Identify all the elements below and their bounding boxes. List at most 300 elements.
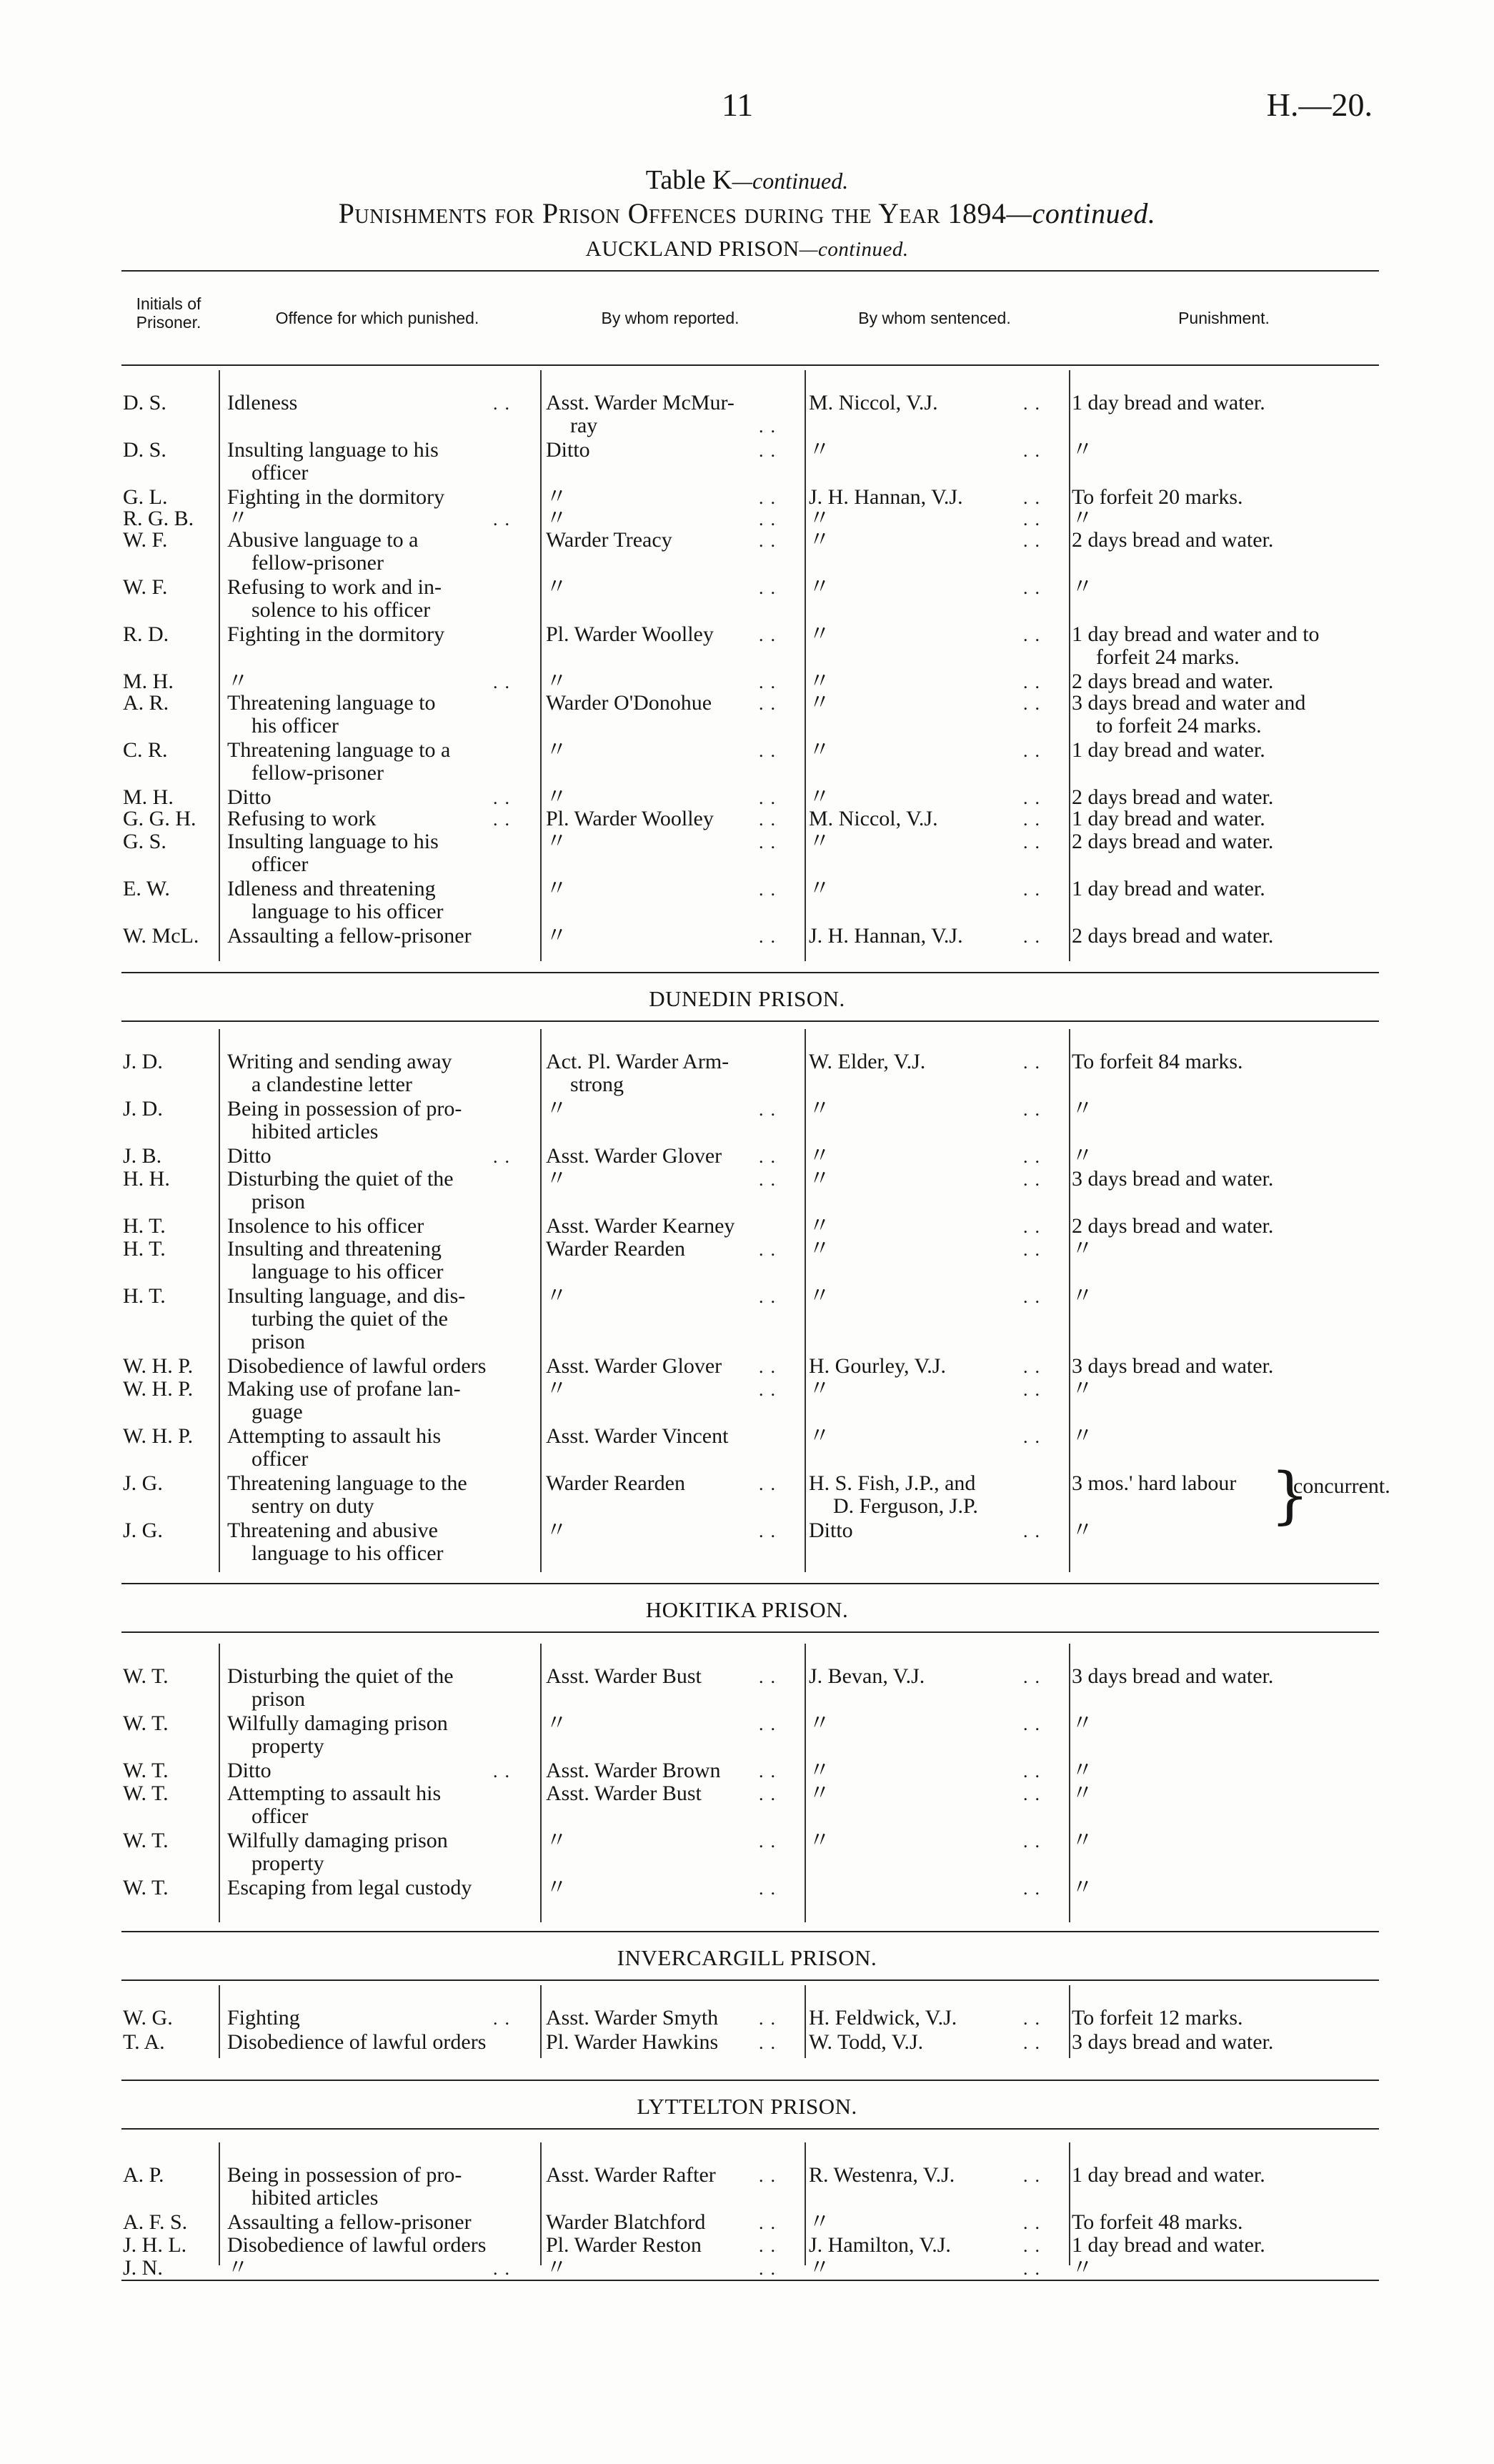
sentenced-by-line: 〃 [809, 1214, 830, 1238]
offence-line: his officer [252, 714, 339, 737]
punishment-line: 2 days bread and water. [1072, 670, 1274, 693]
section-heading-rule-lyttelton [121, 2128, 1379, 2130]
punishment-line: 〃 [1072, 575, 1093, 599]
reported-by [546, 878, 567, 900]
reported-by [546, 486, 567, 509]
prisoner-initials: M. H. [123, 785, 174, 809]
offence [227, 1782, 441, 1828]
punishment [1072, 576, 1093, 599]
reported-by [546, 692, 712, 715]
offence-line: Wilfully damaging prison [227, 1829, 448, 1852]
prisoner-initials: D. S. [123, 438, 166, 462]
offence-line: Attempting to assault his [227, 1424, 442, 1448]
punishment-line: 2 days bread and water. [1072, 924, 1274, 948]
reported-by-line: 〃 [546, 738, 567, 762]
lyttelton-divider-3 [1069, 2142, 1070, 2265]
punishment: To forfeit 48 marks. [1072, 2210, 1243, 2234]
leader-dots: .. [1023, 1216, 1047, 1237]
reported-by [546, 808, 714, 830]
leader-dots: .. [1023, 2165, 1047, 2186]
leader-dots: .. [1023, 1169, 1047, 1190]
leader-dots: .. [759, 577, 782, 598]
punishment [1072, 439, 1093, 462]
sentenced-by: J. Hamilton, V.J. [809, 2233, 951, 2257]
prisoner-initials: H. T. [123, 1214, 166, 1238]
punishment-line: 1 day bread and water and to [1072, 622, 1320, 646]
offence [227, 1712, 448, 1758]
sentenced-by [809, 1285, 830, 1308]
leader-dots: .. [759, 809, 782, 830]
leader-dots: .. [759, 1761, 782, 1782]
punishment-line: 〃 [1072, 438, 1093, 462]
offence [227, 1050, 452, 1096]
leader-dots: .. [1023, 1052, 1047, 1073]
leader-dots: .. [759, 693, 782, 714]
sentenced-by: 〃 [809, 1829, 830, 1852]
prisoner-initials: A. R. [123, 691, 169, 715]
leader-dots: .. [1023, 809, 1047, 830]
leader-dots: .. [493, 1146, 517, 1167]
reported-by [546, 1215, 734, 1238]
reported-by: Asst. Warder Rafter [546, 2163, 716, 2187]
auckland-divider-3 [1069, 370, 1070, 961]
prisoner-initials: W. F. [123, 575, 168, 599]
reported-by-line: Warder Rearden [546, 1237, 685, 1261]
offence-line: Disturbing the quiet of the [227, 1664, 454, 1688]
offence [227, 808, 376, 830]
reported-by [546, 1378, 567, 1401]
punishment: 3 days bread and water. [1072, 1664, 1274, 1688]
offence-line: Being in possession of pro- [227, 1097, 462, 1121]
reported-by: Asst. Warder Brown [546, 1759, 721, 1782]
reported-by-line: 〃 [546, 830, 567, 853]
prisoner-initials: W. G. [123, 2006, 173, 2030]
offence [227, 576, 442, 622]
lyttelton-divider-2 [805, 2142, 806, 2265]
sentenced-by: M. Niccol, V.J. [809, 391, 938, 414]
offence-line: prison [252, 1330, 305, 1353]
invercargill-divider-3 [1069, 1985, 1070, 2058]
punishment [1072, 925, 1273, 948]
prisoner-initials: M. H. [123, 670, 174, 693]
sentenced-by-line: D. Ferguson, J.P. [833, 1494, 978, 1518]
table-bottom-rule [121, 2280, 1379, 2281]
offence [227, 1145, 272, 1168]
punishment [1072, 392, 1265, 414]
reported-by-line: Ditto [546, 438, 590, 462]
reported-by: 〃 [546, 2256, 567, 2280]
leader-dots: .. [759, 2165, 782, 2186]
offence [227, 529, 418, 575]
punishment-line: To forfeit 20 marks. [1072, 485, 1243, 509]
offence-line: Refusing to work and in- [227, 575, 442, 599]
offence [227, 1238, 444, 1283]
prisoner-initials: W. T. [123, 1664, 169, 1688]
leader-dots: .. [759, 788, 782, 808]
offence-line: 〃 [227, 507, 249, 530]
offence [227, 1215, 424, 1238]
sentenced-by [809, 1215, 830, 1238]
prisoner-initials: R. G. B. [123, 507, 194, 530]
sentenced-by [809, 1378, 830, 1401]
reported-by-line: Act. Pl. Warder Arm- [546, 1050, 729, 1073]
leader-dots: .. [759, 2212, 782, 2233]
leader-dots: .. [493, 509, 517, 530]
reported-by [546, 1098, 567, 1121]
offence-line: Writing and sending away [227, 1050, 452, 1073]
sentenced-by: 〃 [809, 575, 830, 599]
offence: Disobedience of lawful orders [227, 2030, 487, 2054]
sentenced-by-line: 〃 [809, 1284, 830, 1308]
punishment: 3 days bread and water. [1072, 1167, 1274, 1191]
reported-by-line: 〃 [546, 1519, 567, 1542]
offence-line: prison [252, 1687, 305, 1711]
reported-by: Warder Blatchford [546, 2210, 706, 2234]
reported-by: 〃 [546, 1712, 567, 1735]
punishment [1072, 529, 1273, 552]
lyttelton-divider-0 [219, 2142, 220, 2265]
sentenced-by-line: W. Elder, V.J. [809, 1050, 926, 1073]
sentenced-by: 〃 [809, 2210, 830, 2234]
offence-line: language to his officer [252, 1260, 444, 1283]
hokitika-divider-3 [1069, 1644, 1070, 1922]
prisoner-initials: T. A. [123, 2030, 165, 2054]
section-heading-auckland-suffix: —continued. [799, 238, 909, 261]
prisoner-initials: W. T. [123, 1759, 169, 1782]
offence [227, 1098, 462, 1143]
offence-line: hibited articles [252, 1120, 379, 1143]
sentenced-by: M. Niccol, V.J. [809, 807, 938, 830]
sentenced-by: 〃 [809, 2256, 830, 2280]
offence-line: Threatening language to the [227, 1471, 467, 1495]
sentenced-by [809, 1425, 830, 1448]
sentenced-by [809, 1168, 830, 1191]
leader-dots: .. [759, 832, 782, 853]
punishment: 〃 [1072, 1424, 1093, 1448]
offence [227, 623, 444, 646]
sentenced-by-line: 〃 [809, 1377, 830, 1401]
punishment-line: 3 days bread and water and [1072, 691, 1306, 715]
leader-dots: .. [759, 2258, 782, 2279]
auckland-divider-2 [805, 370, 806, 961]
prisoner-initials: H. T. [123, 1284, 166, 1308]
leader-dots: .. [1023, 2258, 1047, 2279]
table-top-rule [121, 270, 1379, 272]
sentenced-by: R. Westenra, V.J. [809, 2163, 955, 2187]
punishment-line: 2 days bread and water. [1072, 830, 1274, 853]
section-heading-auckland [0, 236, 1494, 262]
offence-line: Assaulting a fellow-prisoner [227, 2210, 472, 2234]
prisoner-initials: E. W. [123, 877, 170, 900]
prisoner-initials: G. S. [123, 830, 166, 853]
leader-dots: .. [1023, 2032, 1047, 2053]
column-header-offence: Offence for which punished. [275, 309, 479, 327]
leader-dots: .. [759, 440, 782, 461]
sentenced-by-line: Ditto [809, 1519, 853, 1542]
punishment-line: 1 day bread and water. [1072, 807, 1265, 830]
reported-by-line: 〃 [546, 924, 567, 948]
prisoner-initials: J. N. [123, 2256, 163, 2280]
reported-by: 〃 [546, 1876, 567, 1899]
sentenced-by: 〃 [809, 528, 830, 552]
reported-by: Pl. Warder Reston [546, 2233, 702, 2257]
reported-by [546, 1238, 685, 1261]
section-heading-lyttelton: LYTTELTON PRISON. [637, 2094, 857, 2119]
leader-dots: .. [759, 625, 782, 645]
sentenced-by-line: 〃 [809, 1097, 830, 1121]
offence [227, 830, 439, 876]
reported-by [546, 1050, 729, 1096]
sentenced-by [809, 1145, 830, 1168]
offence-line: Refusing to work [227, 807, 377, 830]
offence-line: language to his officer [252, 1541, 444, 1565]
punishment: 〃 [1072, 1144, 1093, 1168]
reported-by-line: ray [570, 414, 598, 437]
leader-dots: .. [1023, 2235, 1047, 2256]
table-subtitle-suffix: —continued. [1006, 197, 1156, 229]
offence [227, 1425, 441, 1471]
leader-dots: .. [1023, 1239, 1047, 1260]
leader-dots: .. [759, 1784, 782, 1804]
offence-line: Insulting and threatening [227, 1237, 442, 1261]
hokitika-divider-1 [540, 1644, 542, 1922]
leader-dots: .. [759, 926, 782, 947]
leader-dots: .. [759, 1356, 782, 1377]
section-top-rule-hokitika [121, 1583, 1379, 1584]
leader-dots: .. [759, 672, 782, 692]
leader-dots: .. [759, 487, 782, 508]
reported-by [546, 507, 567, 530]
sentenced-by: 〃 [809, 1712, 830, 1735]
leader-dots: .. [493, 2008, 517, 2029]
prisoner-initials: H. H. [123, 1167, 170, 1191]
leader-dots: .. [1023, 832, 1047, 853]
column-header-initials: Initials of Prisoner. [136, 294, 201, 332]
punishment-line: 2 days bread and water. [1072, 528, 1274, 552]
reported-by-line: 〃 [546, 1167, 567, 1191]
sentenced-by [809, 1355, 946, 1378]
concurrent-brace: } [1270, 1460, 1310, 1531]
table-subtitle-text: Punishments for Prison Offences during the Year 1894 [338, 197, 1007, 229]
leader-dots: .. [759, 740, 782, 761]
sentenced-by: 〃 [809, 738, 830, 762]
table-title-text: Table K [645, 165, 732, 195]
leader-dots: .. [1023, 693, 1047, 714]
reported-by-line: Asst. Warder McMur- [546, 391, 734, 414]
reported-by [546, 392, 734, 437]
prisoner-initials: W. McL. [123, 924, 199, 948]
section-heading-hokitika: HOKITIKA PRISON. [645, 1597, 849, 1622]
punishment [1072, 507, 1093, 530]
leader-dots: .. [1023, 1521, 1047, 1541]
sentenced-by-line: H. S. Fish, J.P., and [809, 1471, 976, 1495]
lyttelton-divider-1 [540, 2142, 542, 2265]
prisoner-initials: G. L. [123, 485, 168, 509]
sentenced-by: 〃 [809, 670, 830, 693]
leader-dots: .. [1023, 625, 1047, 645]
reported-by [546, 1519, 567, 1542]
section-top-rule-invercargill [121, 1931, 1379, 1932]
leader-dots: .. [1023, 2212, 1047, 2233]
offence-line: Ditto [227, 1759, 272, 1782]
offence [227, 670, 249, 693]
reported-by: 〃 [546, 1829, 567, 1852]
leader-dots: .. [759, 1878, 782, 1899]
offence-line: Fighting in the dormitory [227, 485, 445, 509]
offence-line: Assaulting a fellow-prisoner [227, 924, 472, 948]
reported-by-line: 〃 [546, 575, 567, 599]
reported-by-line: Warder O'Donohue [546, 691, 712, 715]
offence [227, 1168, 454, 1213]
leader-dots: .. [1023, 1878, 1047, 1899]
reported-by-line: Asst. Warder Kearney [546, 1214, 735, 1238]
column-header-sentenced: By whom sentenced. [858, 309, 1011, 327]
offence [227, 925, 472, 948]
offence-line: Threatening language to a [227, 738, 451, 762]
offence-line: 〃 [227, 670, 249, 693]
leader-dots: .. [1023, 487, 1047, 508]
sentenced-by: 〃 [809, 1782, 830, 1805]
prisoner-initials: G. G. H. [123, 807, 196, 830]
leader-dots: .. [1023, 2008, 1047, 2029]
leader-dots: .. [759, 1169, 782, 1190]
offence [227, 1472, 467, 1518]
offence-line: Being in possession of pro- [227, 2163, 462, 2187]
reported-by [546, 1285, 567, 1308]
reported-by [546, 1145, 722, 1168]
offence-line: property [252, 1852, 324, 1875]
reported-by [546, 925, 567, 948]
offence-line: Disobedience of lawful orders [227, 1354, 487, 1378]
prisoner-initials: W. H. P. [123, 1377, 194, 1401]
reported-by [546, 786, 567, 809]
offence [227, 1759, 272, 1782]
reported-by-line: Warder Rearden [546, 1471, 685, 1495]
reported-by [546, 439, 590, 462]
offence-line: Attempting to assault his [227, 1782, 442, 1805]
sentenced-by: 〃 [809, 438, 830, 462]
sentenced-by-line: 〃 [809, 1237, 830, 1261]
leader-dots: .. [493, 672, 517, 692]
offence-line: Making use of profane lan- [227, 1377, 461, 1401]
column-header-punishment: Punishment. [1178, 309, 1270, 327]
leader-dots: .. [493, 1761, 517, 1782]
reported-by-line: 〃 [546, 485, 567, 509]
offence [227, 1378, 461, 1424]
prisoner-initials: W. H. P. [123, 1354, 194, 1378]
sentenced-by [809, 1050, 925, 1073]
punishment-line: 1 day bread and water. [1072, 738, 1265, 762]
reported-by: Asst. Warder Smyth [546, 2006, 719, 2030]
leader-dots: .. [1023, 1761, 1047, 1782]
table-subtitle [0, 197, 1494, 230]
sentenced-by-line: H. Gourley, V.J. [809, 1354, 946, 1378]
punishment: 〃 [1072, 1829, 1093, 1852]
header-bottom-rule [121, 364, 1379, 366]
offence: Fighting [227, 2006, 300, 2030]
section-heading-dunedin: DUNEDIN PRISON. [649, 986, 845, 1011]
punishment [1072, 786, 1273, 809]
prisoner-initials: W. T. [123, 1829, 169, 1852]
reported-by [546, 739, 567, 762]
offence-line: officer [252, 1804, 309, 1828]
offence-line: 〃 [227, 2256, 249, 2280]
leader-dots: .. [759, 1666, 782, 1687]
offence-line: Escaping from legal custody [227, 1876, 472, 1899]
prisoner-initials: W. T. [123, 1782, 169, 1805]
sentenced-by: J. H. Hannan, V.J. [809, 485, 963, 509]
reported-by [546, 830, 567, 853]
offence-line: Ditto [227, 1144, 272, 1168]
offence [227, 1877, 472, 1899]
reported-by: Pl. Warder Hawkins [546, 2030, 719, 2054]
offence-line: Idleness and threatening [227, 877, 436, 900]
offence-line: Disturbing the quiet of the [227, 1167, 454, 1191]
reported-by-line: 〃 [546, 877, 567, 900]
auckland-divider-1 [540, 370, 542, 961]
offence-line: Idleness [227, 391, 298, 414]
offence [227, 692, 436, 737]
leader-dots: .. [759, 2008, 782, 2029]
leader-dots: .. [759, 416, 782, 437]
punishment: To forfeit 84 marks. [1072, 1050, 1243, 1073]
punishment-line: 2 days bread and water. [1072, 785, 1274, 809]
leader-dots: .. [759, 1099, 782, 1120]
punishment: 〃 [1072, 1519, 1093, 1542]
reported-by [546, 1168, 567, 1191]
leader-dots: .. [759, 1239, 782, 1260]
leader-dots: .. [759, 879, 782, 900]
prisoner-initials: W. T. [123, 1876, 169, 1899]
punishment: 1 day bread and water. [1072, 2233, 1265, 2257]
punishment: 〃 [1072, 1782, 1093, 1805]
sentenced-by [809, 1098, 830, 1121]
offence-line: Threatening and abusive [227, 1519, 438, 1542]
leader-dots: .. [1023, 1666, 1047, 1687]
leader-dots: .. [759, 509, 782, 530]
reported-by: Asst. Warder Bust [546, 1782, 702, 1805]
sentenced-by: J. H. Hannan, V.J. [809, 924, 963, 948]
prisoner-initials: J. D. [123, 1050, 163, 1073]
sentenced-by: J. Bevan, V.J. [809, 1664, 925, 1688]
reported-by-line: 〃 [546, 1097, 567, 1121]
reported-by [546, 670, 567, 693]
offence [227, 1355, 486, 1378]
invercargill-divider-0 [219, 1985, 220, 2058]
leader-dots: .. [759, 1286, 782, 1307]
section-heading-auckland-name: AUCKLAND PRISON [585, 236, 800, 261]
offence-line: Fighting in the dormitory [227, 622, 445, 646]
leader-dots: .. [759, 1474, 782, 1494]
leader-dots: .. [1023, 1286, 1047, 1307]
prisoner-initials: R. D. [123, 622, 169, 646]
section-heading-rule-invercargill [121, 1979, 1379, 1981]
reported-by-line: 〃 [546, 670, 567, 693]
punishment: 〃 [1072, 1759, 1093, 1782]
hokitika-divider-2 [805, 1644, 806, 1922]
sentenced-by [809, 1519, 853, 1542]
sentenced-by: 〃 [809, 830, 830, 853]
table-title [0, 164, 1494, 196]
offence-line: Abusive language to a [227, 528, 419, 552]
punishment: To forfeit 12 marks. [1072, 2006, 1243, 2030]
offence-line: Insolence to his officer [227, 1214, 424, 1238]
sentenced-by: 〃 [809, 622, 830, 646]
reported-by [546, 1472, 685, 1495]
reported-by [546, 529, 672, 552]
punishment [1072, 878, 1265, 900]
reported-by [546, 1425, 728, 1448]
